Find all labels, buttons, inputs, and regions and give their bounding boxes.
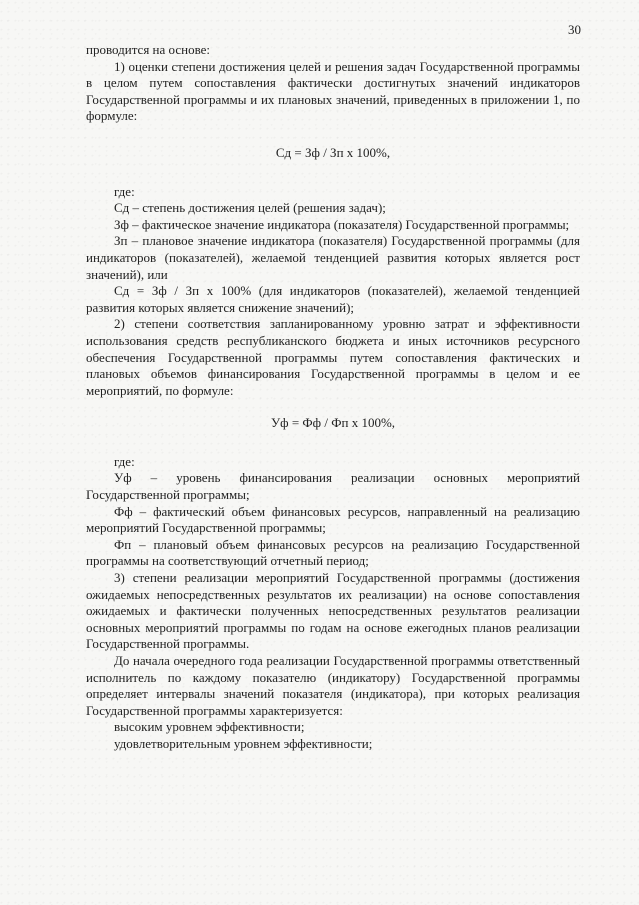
list-item: удовлетворительным уровнем эффективности; xyxy=(114,735,373,751)
paragraph: где: xyxy=(114,453,135,469)
page-number: 30 xyxy=(568,22,581,37)
formula: Уф = Фф / Фп х 100%, xyxy=(270,415,396,431)
formula: Сд = Зф / Зп х 100%, xyxy=(275,144,391,160)
definition: Уф – уровень финансирования реализации основных мероприятий Государственной программы; xyxy=(86,470,580,503)
paragraph: 2) степени соответствия запланированному уровню затрат и эффективности использования средств республиканского бюджета и иных источников ресурсного обеспечения Государственной программы путем сопоставления фактических и плановых объемов финансирования Государственной программы в целом и ее мероприятий, по формуле: xyxy=(86,316,580,398)
definition: Зф – фактическое значение индикатора (показателя) Государственной программы; xyxy=(114,216,570,232)
definition: Сд = Зф / Зп х 100% (для индикаторов (показателей), желаемой тенденцией развития которых является снижение значений); xyxy=(86,283,580,315)
definition: Сд – степень достижения целей (решения задач); xyxy=(114,200,386,216)
paragraph: 3) степени реализации мероприятий Государственной программы (достижения ожидаемых непосредственных результатов их реализации) на основе сопоставления ожидаемых и фактически полученных непосредственных результатов реализации основных мероприятий программы по годам на основе ежегодных планов реализации Государственной программы. xyxy=(86,570,580,652)
paragraph: где: xyxy=(114,183,135,199)
list-item: высоким уровнем эффективности; xyxy=(114,719,305,735)
definition: Зп – плановое значение индикатора (показателя) Государственной программы (для индикаторов (показателей), желаемой тенденцией развития которых является рост значений), или xyxy=(86,233,580,282)
definition: Фф – фактический объем финансовых ресурсов, направленный на реализацию мероприятий Государственной программы; xyxy=(86,503,580,536)
paragraph: 1) оценки степени достижения целей и решения задач Государственной программы в целом путем сопоставления фактически достигнутых значений индикаторов Государственной программы и их плановых значений, приведенных в приложении 1, по формуле: xyxy=(86,58,580,124)
document-body xyxy=(86,42,580,753)
paragraph: До начала очередного года реализации Государственной программы ответственный исполнитель по каждому показателю (индикатору) Государственной программы определяет интервалы значений показателя (индикатора), при которых реализация Государственной программы характеризуется: xyxy=(86,653,580,718)
definition: Фп – плановый объем финансовых ресурсов на реализацию Государственной программы на соответствующий отчетный период; xyxy=(86,536,580,569)
paragraph: проводится на основе: xyxy=(86,42,211,57)
